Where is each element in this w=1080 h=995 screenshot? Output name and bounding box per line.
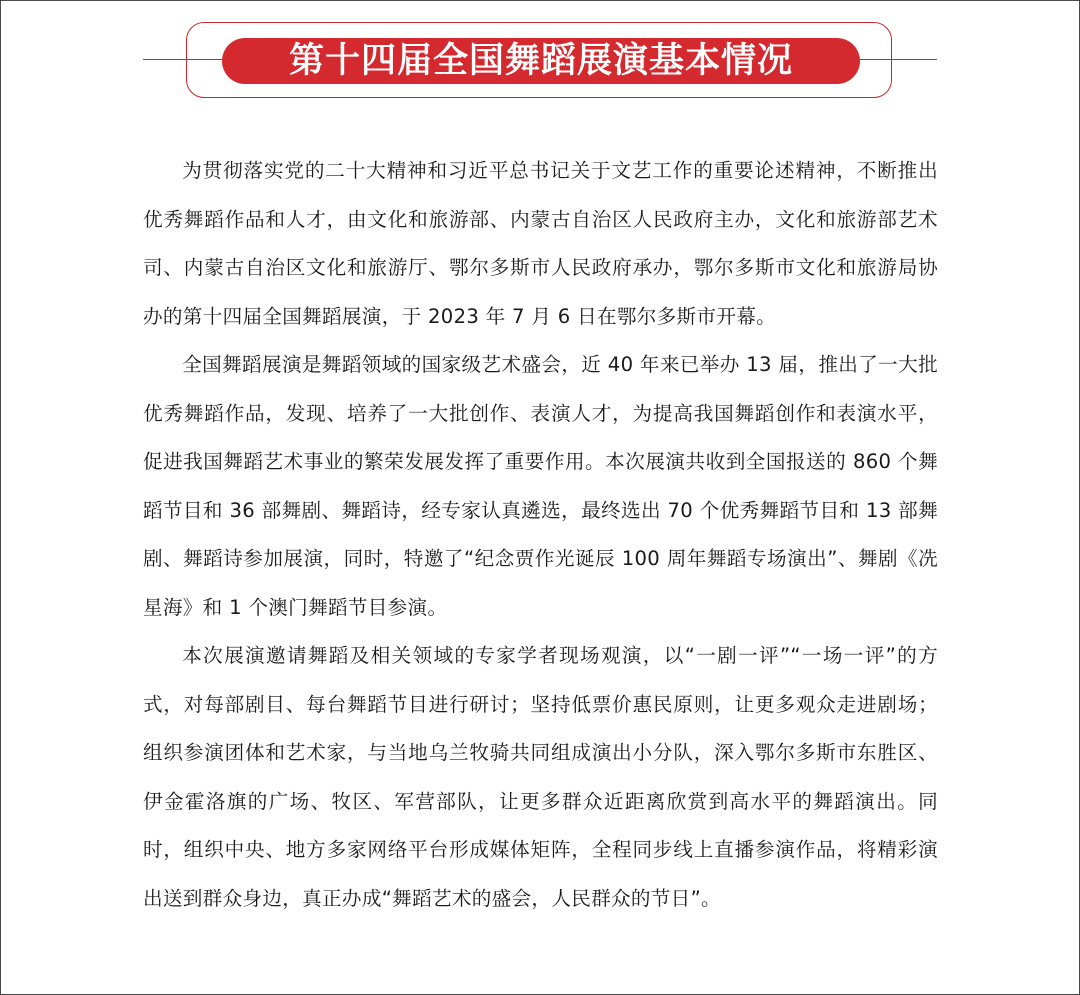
article-body (143, 147, 938, 923)
title-banner (0, 0, 1080, 110)
paragraph-1: 为贯彻落实党的二十大精神和习近平总书记关于文艺工作的重要论述精神，不断推出优秀舞蹈作品和人才，由文化和旅游部、内蒙古自治区人民政府主办，文化和旅游部艺术司、内蒙古自治区文化和旅游厅、鄂尔多斯市人民政府承办，鄂尔多斯市文化和旅游局协办的第十四届全国舞蹈展演，于 2023 年 7 月 6 日在鄂尔多斯市开幕。 (143, 159, 938, 328)
paragraph-3: 本次展演邀请舞蹈及相关领域的专家学者现场观演，以“一剧一评”“一场一评”的方式，对每部剧目、每台舞蹈节目进行研讨；坚持低票价惠民原则，让更多观众走进剧场；组织参演团体和艺术家，与当地乌兰牧骑共同组成演出小分队，深入鄂尔多斯市东胜区、伊金霍洛旗的广场、牧区、军营部队，让更多群众近距离欣赏到高水平的舞蹈演出。同时，组织中央、地方多家网络平台形成媒体矩阵，全程同步线上直播参演作品，将精彩演出送到群众身边，真正办成“舞蹈艺术的盛会，人民群众的节日”。 (143, 644, 938, 910)
title-pill (222, 38, 860, 84)
page-title: 第十四届全国舞蹈展演基本情况 (288, 40, 793, 81)
paragraph-2: 全国舞蹈展演是舞蹈领域的国家级艺术盛会，近 40 年来已举办 13 届，推出了一大批优秀舞蹈作品，发现、培养了一大批创作、表演人才，为提高我国舞蹈创作和表演水平，促进我国舞蹈艺术事业的繁荣发展发挥了重要作用。本次展演共收到全国报送的 860 个舞蹈节目和 36 部舞剧、舞蹈诗，经专家认真遴选，最终选出 70 个优秀舞蹈节目和 13 部舞剧、舞蹈诗参加展演，同时，特邀了“纪念贾作光诞辰 100 周年舞蹈专场演出”、舞剧《冼星海》和 1 个澳门舞蹈节目参演。 (143, 353, 938, 619)
